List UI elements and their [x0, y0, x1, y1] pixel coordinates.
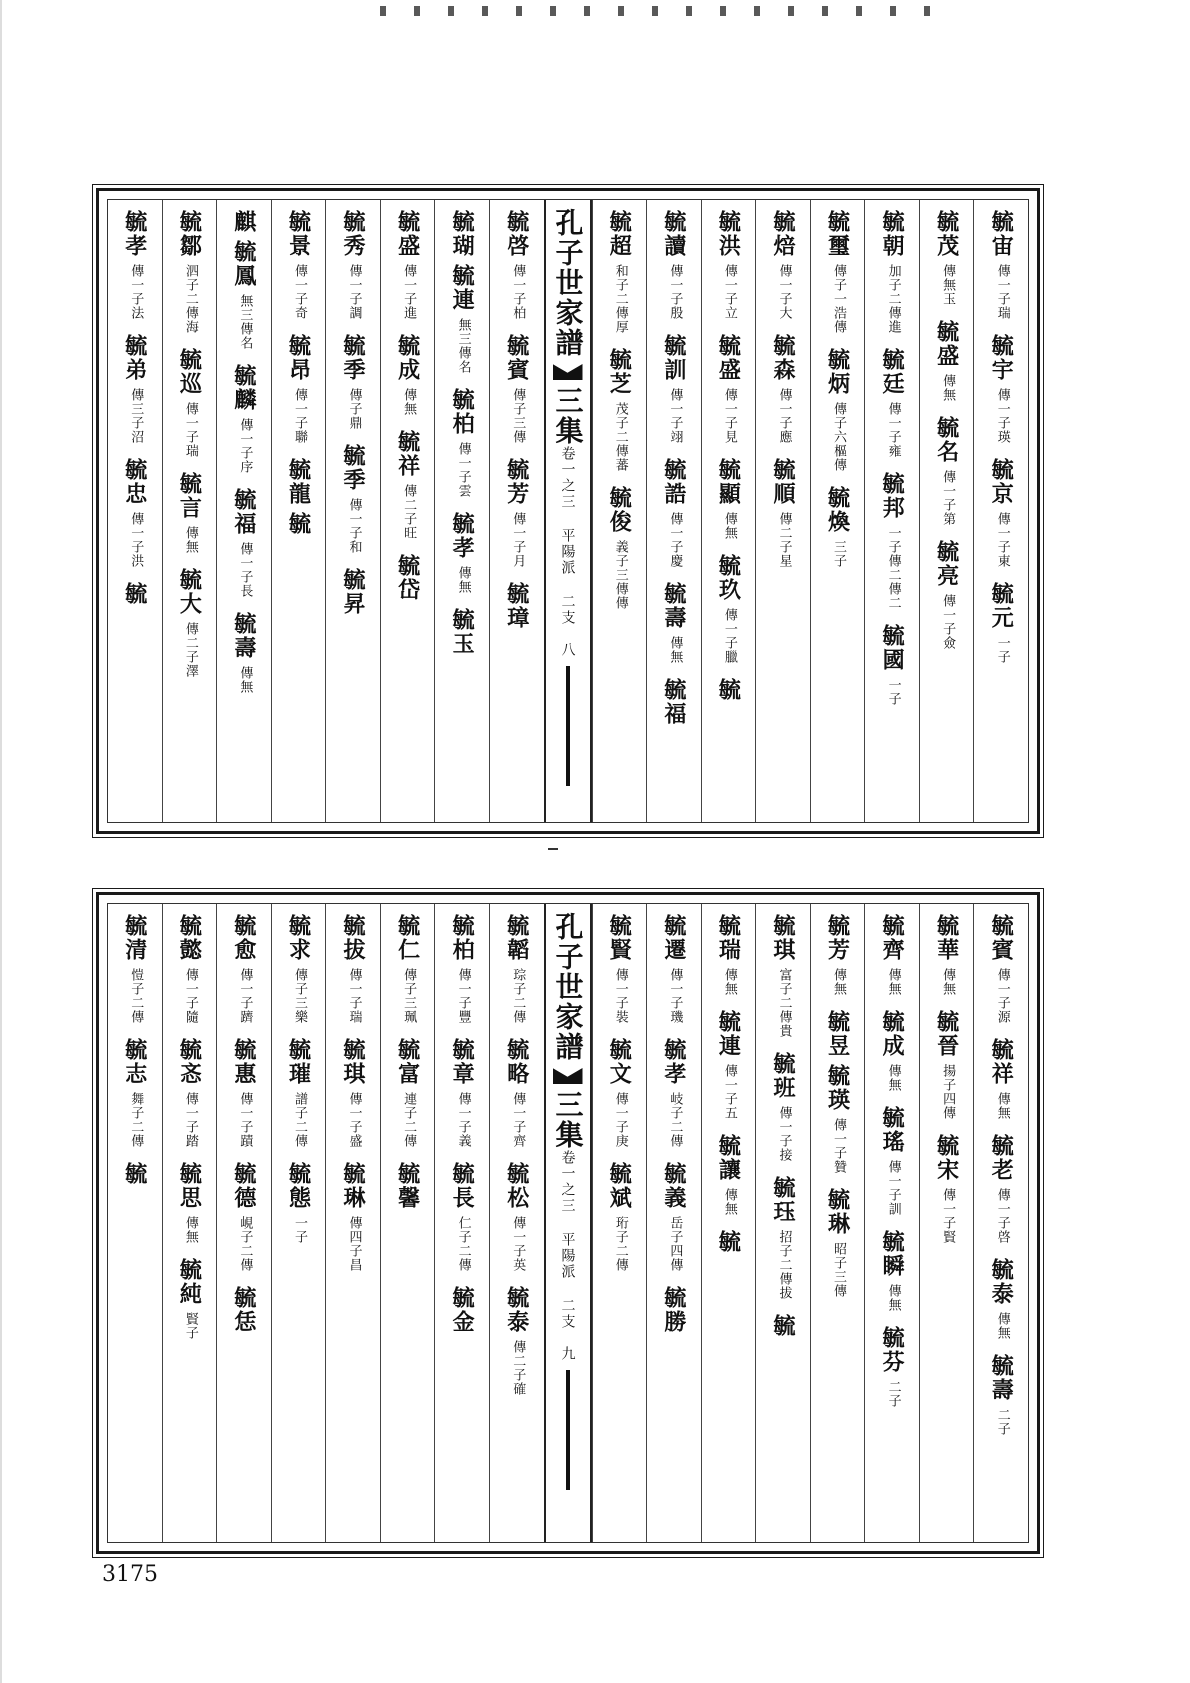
person-name: 毓邦 [879, 472, 906, 520]
person-note: 傳子三樂 [291, 968, 307, 1024]
person-note: 傳一子躋 [237, 968, 253, 1024]
person-name: 毓昇 [340, 568, 367, 616]
person-name: 毓洪 [715, 210, 742, 258]
person-name: 毓金 [449, 1286, 476, 1334]
person-note: 傳一子法 [128, 264, 144, 320]
person-name: 毓季 [340, 444, 367, 492]
person-name: 毓 [121, 1162, 148, 1186]
person-note: 傳一子英 [510, 1216, 526, 1272]
person-name: 毓瞬 [879, 1230, 906, 1278]
person-note: 傳一子慶 [667, 512, 683, 568]
genealogy-column [755, 200, 810, 822]
person-name: 毓國 [879, 624, 906, 672]
person-name: 毓鄒 [176, 210, 203, 258]
genealogy-column [864, 904, 919, 1542]
person-note: 岳子四傳 [667, 1216, 683, 1272]
person-name: 毓柏 [449, 388, 476, 436]
person-name: 毓清 [121, 914, 148, 962]
person-note: 傳一子齊 [510, 1092, 526, 1148]
person-name: 毓景 [285, 210, 312, 258]
person-name: 毓啓 [503, 210, 530, 258]
person-note: 傳無 [721, 968, 737, 996]
person-note: 傳子三珮 [401, 968, 417, 1024]
person-name: 毓茂 [933, 210, 960, 258]
person-name: 毓盛 [715, 334, 742, 382]
person-note: 傳子鼎 [346, 388, 362, 430]
person-name: 毓孝 [449, 512, 476, 560]
genealogy-column [646, 904, 701, 1542]
person-note: 傳一子賢 [940, 1188, 956, 1244]
person-note: 傳二子確 [510, 1340, 526, 1396]
person-note: 傳無 [667, 636, 683, 664]
spine-series: 三集 [551, 1090, 585, 1150]
person-name: 毓昂 [285, 334, 312, 382]
spine-info: 卷一之三 平陽派 二支 [559, 446, 576, 626]
person-name: 毓廷 [879, 348, 906, 396]
person-note: 傳四子昌 [346, 1216, 362, 1272]
person-note: 傳一子調 [346, 264, 362, 320]
person-name: 毓晉 [933, 1010, 960, 1058]
person-note: 連子二傳 [401, 1092, 417, 1148]
person-note: 傳一子和 [346, 498, 362, 554]
spine-title: 孔子世家譜 [551, 912, 585, 1062]
person-note: 傳無 [182, 526, 198, 554]
person-name: 毓福 [660, 678, 687, 726]
person-note: 泗子二傳海 [182, 264, 198, 334]
person-note: 傳一子訓 [885, 1160, 901, 1216]
person-note: 譜子二傳 [291, 1092, 307, 1148]
person-note: 三子 [831, 540, 846, 568]
person-name: 毓成 [394, 334, 421, 382]
person-note: 珩子二傳 [612, 1216, 628, 1272]
person-name: 毓懿 [176, 914, 203, 962]
person-note: 傳一子奇 [291, 264, 307, 320]
genealogy-column [271, 904, 326, 1542]
person-name: 毓 [121, 582, 148, 606]
person-name: 毓章 [449, 1038, 476, 1086]
person-note: 傳一子立 [721, 264, 737, 320]
person-note: 傳一子盛 [346, 1092, 362, 1148]
person-name: 毓韜 [503, 914, 530, 962]
person-name: 毓季 [340, 334, 367, 382]
person-note: 傳子六樞傳 [831, 402, 846, 472]
genealogy-column [919, 200, 974, 822]
person-name: 毓文 [606, 1038, 633, 1086]
person-note: 傳無 [721, 512, 737, 540]
person-name: 毓盛 [394, 210, 421, 258]
person-name: 毓讓 [715, 1134, 742, 1182]
person-name: 毓瑤 [879, 1106, 906, 1154]
person-name: 毓拔 [340, 914, 367, 962]
genealogy-column [701, 904, 756, 1542]
genealogy-column [434, 200, 489, 822]
spine-page-number: 八 [559, 642, 576, 656]
person-note: 傳一子月 [510, 512, 526, 568]
person-note: 傳一子僉 [940, 594, 956, 650]
person-note: 一子 [994, 636, 1010, 664]
person-note: 傳一子應 [776, 388, 792, 444]
person-name: 毓齊 [879, 914, 906, 962]
genealogy-column [701, 200, 756, 822]
left-edge-rule [0, 0, 2, 1683]
person-note: 傳一子源 [994, 968, 1010, 1024]
person-name: 麒 [230, 210, 257, 234]
person-name: 毓琪 [340, 1038, 367, 1086]
genealogy-column [973, 200, 1028, 822]
person-name: 毓壽 [660, 582, 687, 630]
person-name: 毓朝 [879, 210, 906, 258]
spine-series: 三集 [551, 386, 585, 446]
person-name: 毓 [285, 512, 312, 536]
genealogy-column [380, 200, 435, 822]
genealogy-column [973, 904, 1028, 1542]
genealogy-panel-bottom [96, 892, 1040, 1554]
person-note: 傳無 [994, 1092, 1010, 1120]
person-note: 傳三子沼 [128, 388, 144, 444]
person-name: 毓宋 [933, 1134, 960, 1182]
person-note: 傳無 [885, 968, 901, 996]
genealogy-column [864, 200, 919, 822]
person-name: 毓元 [988, 582, 1015, 630]
genealogy-column [489, 904, 544, 1542]
person-name: 毓璽 [824, 210, 851, 258]
person-note: 傳無 [831, 968, 846, 996]
person-note: 傳子一浩傳 [831, 264, 846, 334]
person-note: 招子二傳拔 [776, 1230, 792, 1300]
genealogy-column [380, 904, 435, 1542]
person-note: 舞子二傳 [128, 1092, 144, 1148]
person-name: 毓祥 [988, 1038, 1015, 1086]
spine-info: 卷一之三 平陽派 二支 [559, 1150, 576, 1330]
person-note: 無三傳名 [455, 318, 471, 374]
person-note: 傳一子接 [776, 1106, 792, 1162]
person-name: 毓順 [769, 458, 796, 506]
person-note: 加子二傳進 [885, 264, 901, 334]
person-note: 傳一子豐 [455, 968, 471, 1024]
fish-tail-mark-icon [553, 1068, 583, 1084]
person-name: 毓琳 [824, 1188, 851, 1236]
person-name: 毓德 [230, 1162, 257, 1210]
person-note: 琮子二傳 [510, 968, 526, 1024]
person-name: 毓馨 [394, 1162, 421, 1210]
person-name: 毓瑚 [449, 210, 476, 258]
person-name: 毓森 [769, 334, 796, 382]
person-name: 毓鳳 [230, 240, 257, 288]
person-note: 傳一子瑛 [994, 388, 1010, 444]
person-note: 傳無 [182, 1216, 198, 1244]
genealogy-column [325, 200, 380, 822]
person-name: 毓麟 [230, 364, 257, 412]
person-note: 賢子 [182, 1312, 198, 1340]
person-note: 傳無 [401, 388, 417, 416]
person-name: 毓松 [503, 1162, 530, 1210]
spine-bar [566, 666, 570, 786]
person-note: 富子二傳貴 [776, 968, 792, 1038]
person-note: 揚子四傳 [940, 1064, 956, 1120]
person-note: 傳一子隨 [182, 968, 198, 1024]
person-name: 毓芝 [606, 348, 633, 396]
person-name: 毓忞 [176, 1038, 203, 1086]
top-scan-marks [380, 6, 940, 16]
person-note: 傳無 [994, 1312, 1010, 1340]
person-note: 傳一子踏 [182, 1092, 198, 1148]
person-name: 毓長 [449, 1162, 476, 1210]
person-name: 毓璀 [285, 1038, 312, 1086]
person-note: 傳無 [721, 1188, 737, 1216]
person-name: 毓賢 [606, 914, 633, 962]
person-name: 毓恁 [230, 1286, 257, 1334]
person-name: 毓芳 [503, 458, 530, 506]
book-spine [544, 200, 592, 822]
person-name: 毓讀 [660, 210, 687, 258]
genealogy-column [325, 904, 380, 1542]
person-name: 毓孝 [660, 1038, 687, 1086]
person-name: 毓略 [503, 1038, 530, 1086]
person-name: 毓柏 [449, 914, 476, 962]
person-note: 傳無 [940, 968, 956, 996]
person-note: 傳一子柏 [510, 264, 526, 320]
person-name: 毓泰 [503, 1286, 530, 1334]
person-note: 傳無玉 [940, 264, 956, 306]
person-name: 毓福 [230, 488, 257, 536]
book-spine [544, 904, 592, 1542]
person-name: 毓賓 [988, 914, 1015, 962]
person-name: 毓瑞 [715, 914, 742, 962]
person-name: 毓愈 [230, 914, 257, 962]
person-name: 毓龍 [285, 458, 312, 506]
person-note: 傳一子庚 [612, 1092, 628, 1148]
person-name: 毓勝 [660, 1286, 687, 1334]
person-note: 義子三傳傳 [612, 540, 628, 610]
person-name: 毓義 [660, 1162, 687, 1210]
person-note: 傳無 [885, 1064, 901, 1092]
person-name: 毓泰 [988, 1258, 1015, 1306]
person-name: 毓亮 [933, 540, 960, 588]
person-name: 毓瑛 [824, 1064, 851, 1112]
person-name: 毓壽 [230, 612, 257, 660]
person-name: 毓連 [449, 264, 476, 312]
spine-bar [566, 1370, 570, 1490]
person-note: 傳一子見 [721, 388, 737, 444]
genealogy-panel-top [96, 188, 1040, 834]
genealogy-column [646, 200, 701, 822]
genealogy-column [592, 904, 647, 1542]
person-note: 傳一子裝 [612, 968, 628, 1024]
person-note: 傳一子瑞 [346, 968, 362, 1024]
person-name: 毓老 [988, 1134, 1015, 1182]
person-name: 毓大 [176, 568, 203, 616]
spine-page-number: 九 [559, 1346, 576, 1360]
person-name: 毓成 [879, 1010, 906, 1058]
genealogy-column [592, 200, 647, 822]
person-name: 毓秀 [340, 210, 367, 258]
person-name: 毓宙 [988, 210, 1015, 258]
person-name: 毓忠 [121, 458, 148, 506]
person-name: 毓昱 [824, 1010, 851, 1058]
person-name: 毓華 [933, 914, 960, 962]
genealogy-column [810, 200, 865, 822]
person-note: 仁子二傳 [455, 1216, 471, 1272]
person-note: 愷子二傳 [128, 968, 144, 1024]
person-note: 傳一子長 [237, 542, 253, 598]
person-note: 傳一子瑞 [182, 402, 198, 458]
person-note: 岐子二傳 [667, 1092, 683, 1148]
person-name: 毓玖 [715, 554, 742, 602]
person-name: 毓富 [394, 1038, 421, 1086]
genealogy-column [108, 904, 162, 1542]
person-note: 傳無 [237, 666, 253, 694]
person-name: 毓弟 [121, 334, 148, 382]
person-note: 傳一子璣 [667, 968, 683, 1024]
column-grid-bottom [107, 903, 1029, 1543]
column-grid-top [107, 199, 1029, 823]
person-note: 傳一子殷 [667, 264, 683, 320]
center-dash [548, 848, 558, 850]
genealogy-column [434, 904, 489, 1542]
person-name: 毓名 [933, 416, 960, 464]
genealogy-column [216, 200, 271, 822]
person-note: 傳一子五 [721, 1064, 737, 1120]
person-name: 毓超 [606, 210, 633, 258]
genealogy-column [755, 904, 810, 1542]
person-note: 和子二傳厚 [612, 264, 628, 334]
person-name: 毓思 [176, 1162, 203, 1210]
person-name: 毓連 [715, 1010, 742, 1058]
genealogy-column [489, 200, 544, 822]
genealogy-column [162, 200, 217, 822]
person-name: 毓 [715, 1230, 742, 1254]
person-note: 傳一子贊 [831, 1118, 846, 1174]
person-note: 傳無 [885, 1284, 901, 1312]
person-name: 毓態 [285, 1162, 312, 1210]
person-name: 毓盛 [933, 320, 960, 368]
person-name: 毓遷 [660, 914, 687, 962]
person-name: 毓巡 [176, 348, 203, 396]
person-name: 毓珏 [769, 1176, 796, 1224]
person-name: 毓志 [121, 1038, 148, 1086]
person-note: 傳二子旺 [401, 484, 417, 540]
person-name: 毓琳 [340, 1162, 367, 1210]
person-note: 傳一子進 [401, 264, 417, 320]
person-note: 傳無 [940, 374, 956, 402]
person-note: 傳一子雲 [455, 442, 471, 498]
person-name: 毓訓 [660, 334, 687, 382]
person-name: 毓祥 [394, 430, 421, 478]
person-name: 毓仁 [394, 914, 421, 962]
person-note: 傳一子大 [776, 264, 792, 320]
person-note: 傳一子義 [455, 1092, 471, 1148]
genealogy-column [108, 200, 162, 822]
person-name: 毓純 [176, 1258, 203, 1306]
person-note: 傳一子第 [940, 470, 956, 526]
genealogy-column [162, 904, 217, 1542]
person-name: 毓 [769, 1314, 796, 1338]
person-name: 毓炳 [824, 348, 851, 396]
person-name: 毓誥 [660, 458, 687, 506]
person-note: 一子 [291, 1216, 307, 1244]
person-note: 峴子二傳 [237, 1216, 253, 1272]
fish-tail-mark-icon [553, 364, 583, 380]
person-note: 昭子三傳 [831, 1242, 846, 1298]
person-name: 毓 [715, 678, 742, 702]
person-note: 傳一子翊 [667, 388, 683, 444]
genealogy-column [271, 200, 326, 822]
person-name: 毓璋 [503, 582, 530, 630]
person-name: 毓惠 [230, 1038, 257, 1086]
person-name: 毓言 [176, 472, 203, 520]
person-note: 茂子二傳蕃 [612, 402, 628, 472]
person-name: 毓焙 [769, 210, 796, 258]
person-note: 無三傳名 [237, 294, 253, 350]
person-note: 二子 [885, 1380, 901, 1408]
person-note: 傳一子東 [994, 512, 1010, 568]
person-note: 傳子三傳 [510, 388, 526, 444]
spine-title: 孔子世家譜 [551, 208, 585, 358]
person-name: 毓煥 [824, 486, 851, 534]
person-name: 毓求 [285, 914, 312, 962]
person-note: 一子傳二傳二 [885, 526, 901, 610]
person-name: 毓顯 [715, 458, 742, 506]
genealogy-column [919, 904, 974, 1542]
genealogy-column [216, 904, 271, 1542]
page-number: 3175 [102, 1562, 158, 1587]
person-name: 毓班 [769, 1052, 796, 1100]
person-note: 傳一子聯 [291, 388, 307, 444]
person-name: 毓賓 [503, 334, 530, 382]
person-note: 傳無 [455, 566, 471, 594]
person-note: 傳一子洪 [128, 512, 144, 568]
person-note: 傳一子雍 [885, 402, 901, 458]
person-note: 傳一子瑞 [994, 264, 1010, 320]
person-note: 一子 [885, 678, 901, 706]
person-name: 毓壽 [988, 1354, 1015, 1402]
person-note: 傳一子臘 [721, 608, 737, 664]
person-name: 毓岱 [394, 554, 421, 602]
person-note: 傳一子序 [237, 418, 253, 474]
person-name: 毓芳 [824, 914, 851, 962]
person-note: 傳一子啓 [994, 1188, 1010, 1244]
person-note: 傳二子星 [776, 512, 792, 568]
person-name: 毓京 [988, 458, 1015, 506]
person-name: 毓俊 [606, 486, 633, 534]
person-note: 傳一子蹟 [237, 1092, 253, 1148]
person-note: 傳二子澤 [182, 622, 198, 678]
person-name: 毓芬 [879, 1326, 906, 1374]
genealogy-column [810, 904, 865, 1542]
person-note: 二子 [994, 1408, 1010, 1436]
person-name: 毓孝 [121, 210, 148, 258]
person-name: 毓玉 [449, 608, 476, 656]
person-name: 毓宇 [988, 334, 1015, 382]
person-name: 毓斌 [606, 1162, 633, 1210]
person-name: 毓琪 [769, 914, 796, 962]
